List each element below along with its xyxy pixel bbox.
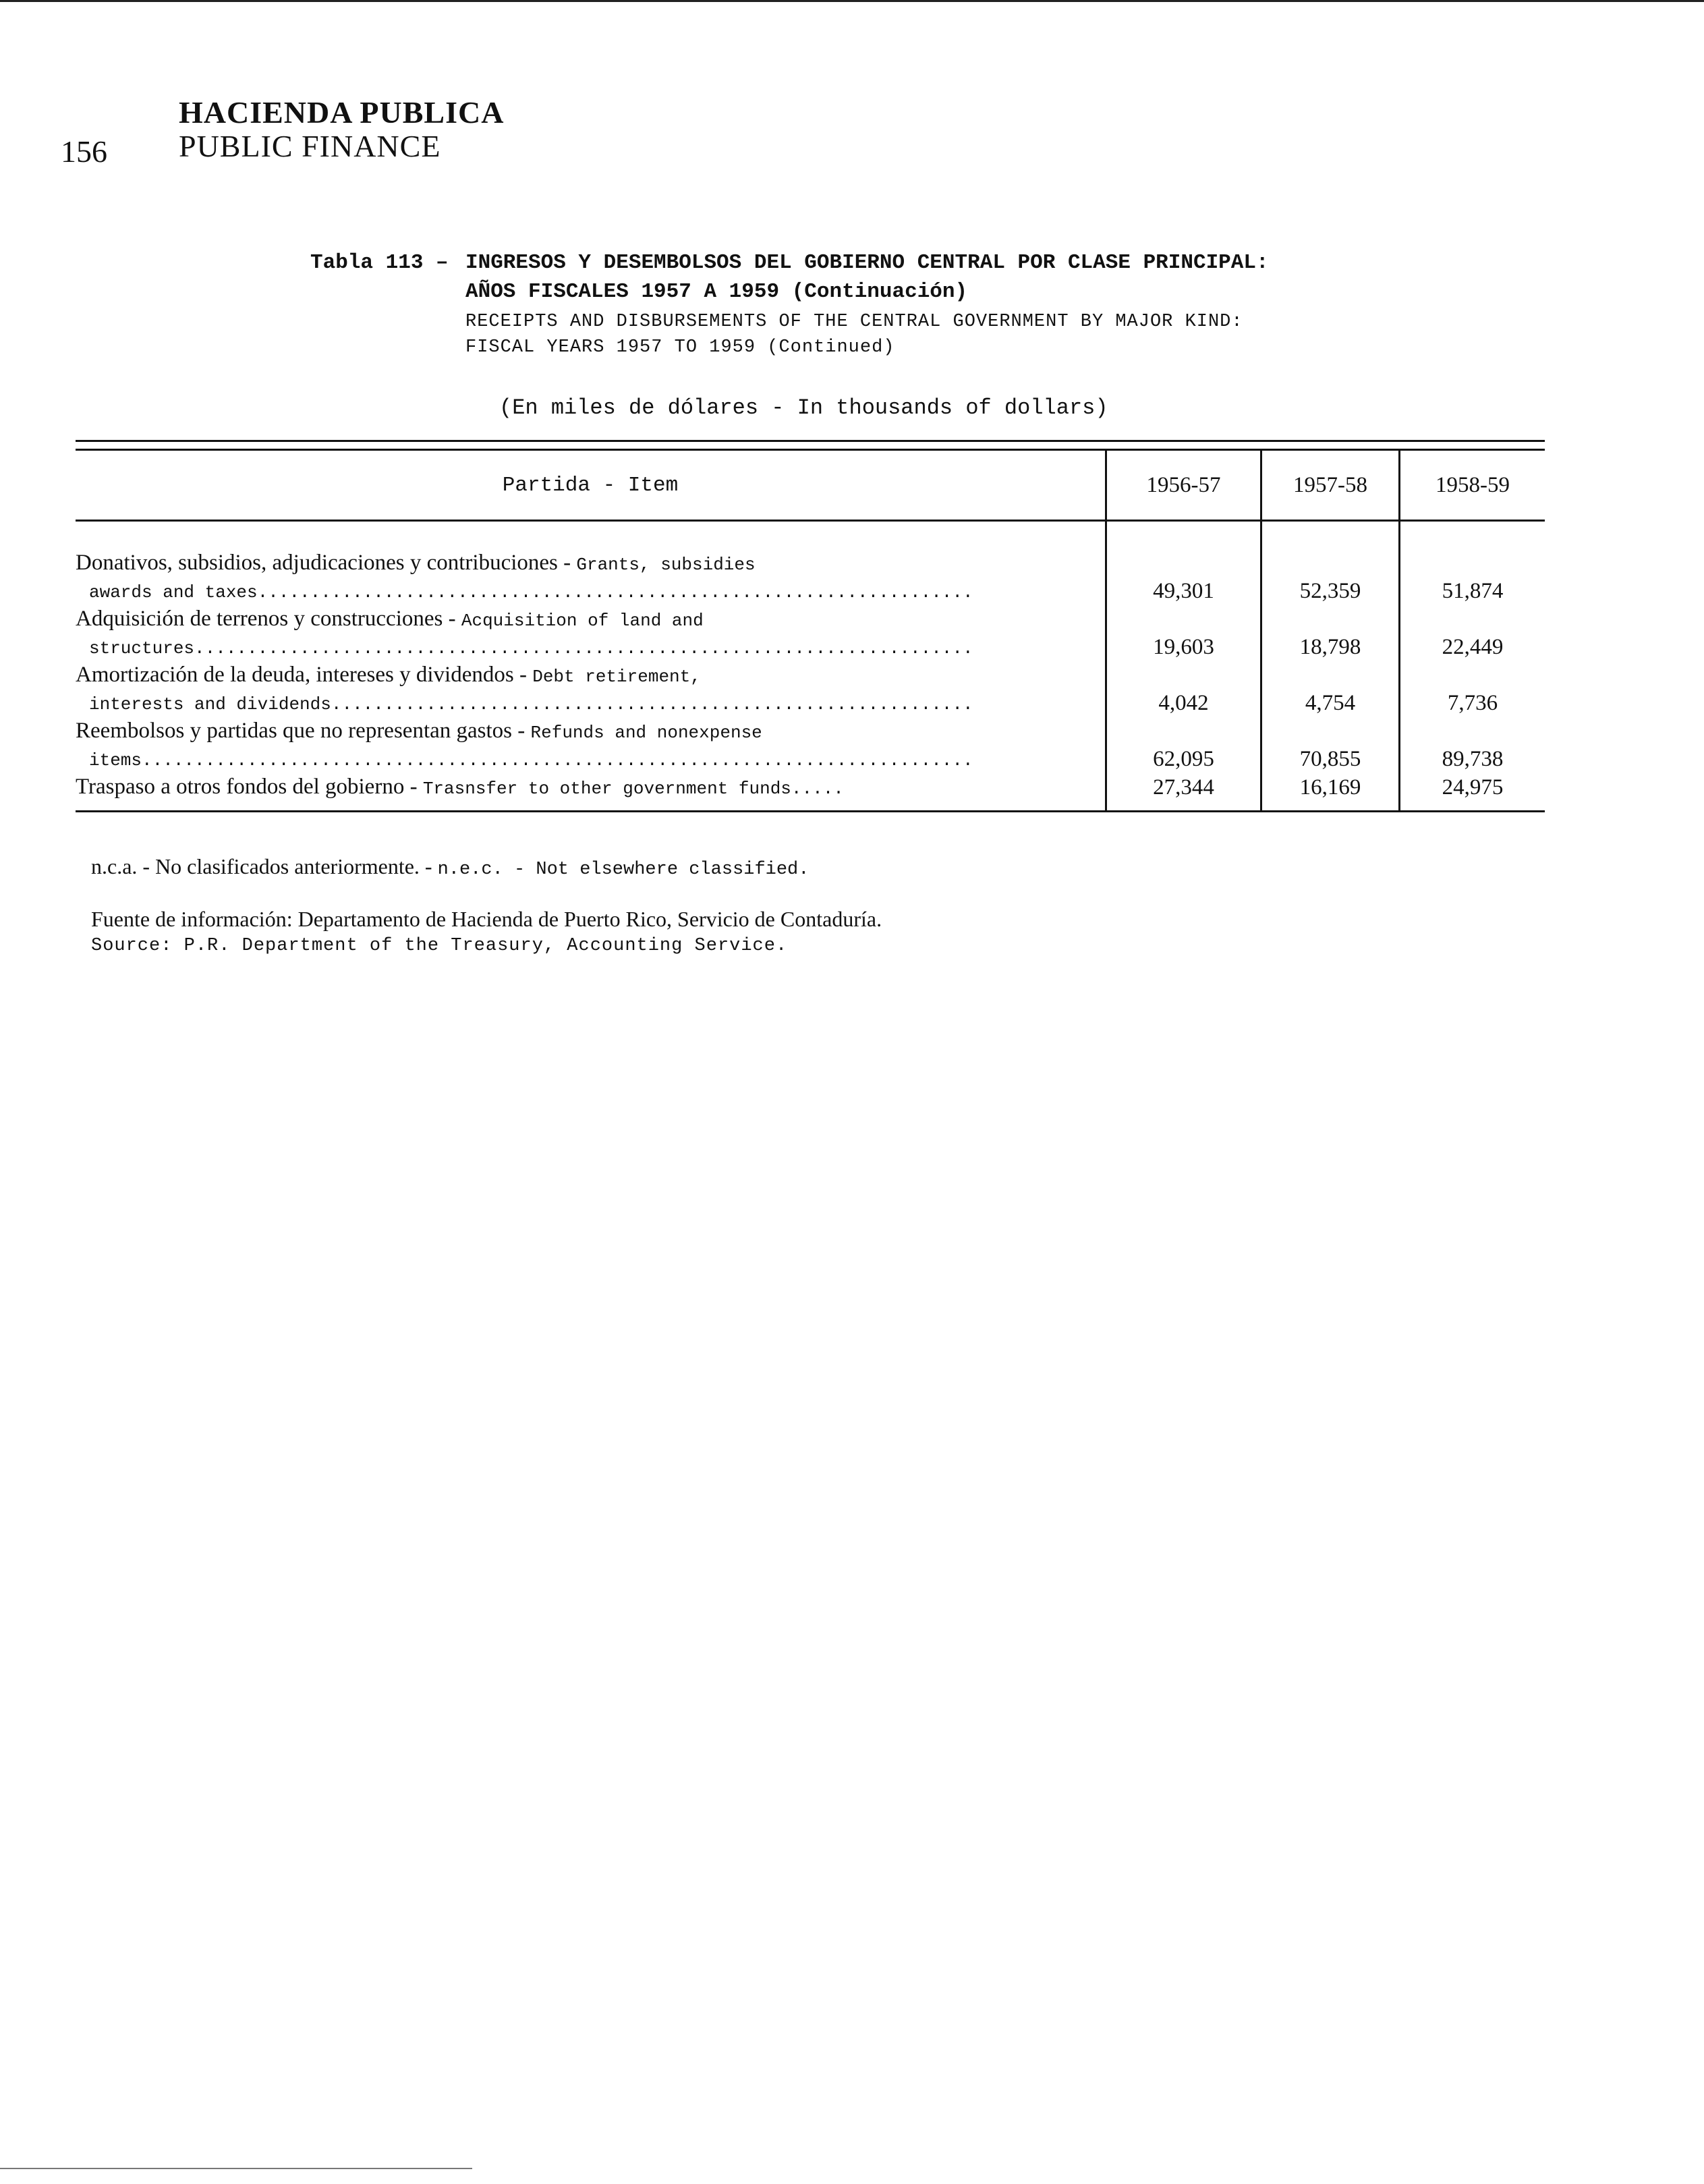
row-label-cont: awards and taxes.................................................................... (89, 582, 973, 603)
row-label-es: Traspaso a otros fondos del gobierno - (76, 775, 423, 799)
row-label-es: Amortización de la deuda, intereses y dividendos - (76, 663, 533, 687)
title-es-line1: INGRESOS Y DESEMBOLSOS DEL GOBIERNO CENTRAL POR CLASE PRINCIPAL: (465, 251, 1269, 275)
nca-note-en: n.e.c. - Not elsewhere classified. (437, 860, 810, 880)
top-rule (0, 0, 1704, 2)
page-number: 156 (61, 134, 107, 169)
column-header: 1956-57 (1105, 451, 1260, 520)
table-row (76, 773, 1105, 801)
table-row (76, 661, 1105, 717)
footnotes (91, 854, 882, 956)
table-bottom-rule (76, 810, 1545, 812)
cell-value: 62,095 (1153, 747, 1214, 771)
row-label-cont: structures.......................................................................... (89, 638, 973, 659)
row-label-cont: interests and dividends............................................................. (89, 694, 973, 715)
cell-value: 52,359 (1299, 579, 1361, 603)
table-body (76, 522, 1545, 810)
title-en-line1: RECEIPTS AND DISBURSEMENTS OF THE CENTRAL GOVERNMENT BY MAJOR KIND: (465, 312, 1243, 332)
cell-value: 89,738 (1442, 747, 1504, 771)
bottom-rule (0, 2168, 472, 2169)
title-es-line2: AÑOS FISCALES 1957 A 1959 (Continuación) (465, 280, 968, 304)
header-title-en: PUBLIC FINANCE (179, 129, 441, 163)
column-header: 1957-58 (1260, 451, 1398, 520)
cell-value: 16,169 (1299, 775, 1361, 800)
cell-value: 7,736 (1447, 691, 1498, 715)
table-top-rule (76, 440, 1545, 451)
column-1956-57 (1105, 522, 1260, 810)
table-header-row (76, 451, 1545, 520)
cell-value: 4,754 (1305, 691, 1356, 715)
table-row (76, 549, 1105, 605)
title-en-line2: FISCAL YEARS 1957 TO 1959 (Continued) (465, 337, 895, 358)
row-label-es: Reembolsos y partidas que no representan gastos - (76, 719, 531, 743)
nca-note-es: n.c.a. - No clasificados anteriormente. - (91, 854, 438, 878)
row-label-en: Grants, subsidies (576, 555, 756, 575)
row-label-en: Acquisition of land and (461, 611, 704, 631)
item-column-header: Partida - Item (502, 473, 679, 497)
row-label-es: Donativos, subsidios, adjudicaciones y contribuciones - (76, 551, 577, 575)
cell-value: 18,798 (1299, 635, 1361, 659)
table-label: Tabla 113 – (310, 251, 449, 275)
cell-value: 49,301 (1153, 579, 1214, 603)
table-title (310, 251, 1269, 358)
table-row (76, 605, 1105, 661)
cell-value: 27,344 (1153, 775, 1214, 800)
source-en: Source: P.R. Department of the Treasury, Accounting Service. (91, 936, 788, 956)
column-1958-59 (1398, 522, 1545, 810)
header-title-es: HACIENDA PUBLICA (179, 95, 505, 130)
source-es: Fuente de información: Departamento de Hacienda de Puerto Rico, Servicio de Contaduría. (91, 907, 882, 931)
cell-value: 24,975 (1442, 775, 1504, 800)
column-1957-58 (1260, 522, 1398, 810)
row-label-en: Trasnsfer to other government funds..... (422, 779, 844, 799)
row-label-cont: items............................................................................... (89, 750, 973, 771)
cell-value: 4,042 (1158, 691, 1209, 715)
cell-value: 22,449 (1442, 635, 1504, 659)
column-header: 1958-59 (1398, 451, 1545, 520)
data-table (76, 440, 1545, 812)
row-label-en: Debt retirement, (532, 667, 701, 687)
cell-value: 70,855 (1299, 747, 1361, 771)
item-column (76, 522, 1105, 810)
row-label-es: Adquisición de terrenos y construcciones - (76, 607, 461, 631)
cell-value: 51,874 (1442, 579, 1504, 603)
units-note: (En miles de dólares - In thousands of dollars) (499, 395, 1108, 420)
row-label-en: Refunds and nonexpense (530, 723, 762, 743)
cell-value: 19,603 (1153, 635, 1214, 659)
table-row (76, 717, 1105, 773)
